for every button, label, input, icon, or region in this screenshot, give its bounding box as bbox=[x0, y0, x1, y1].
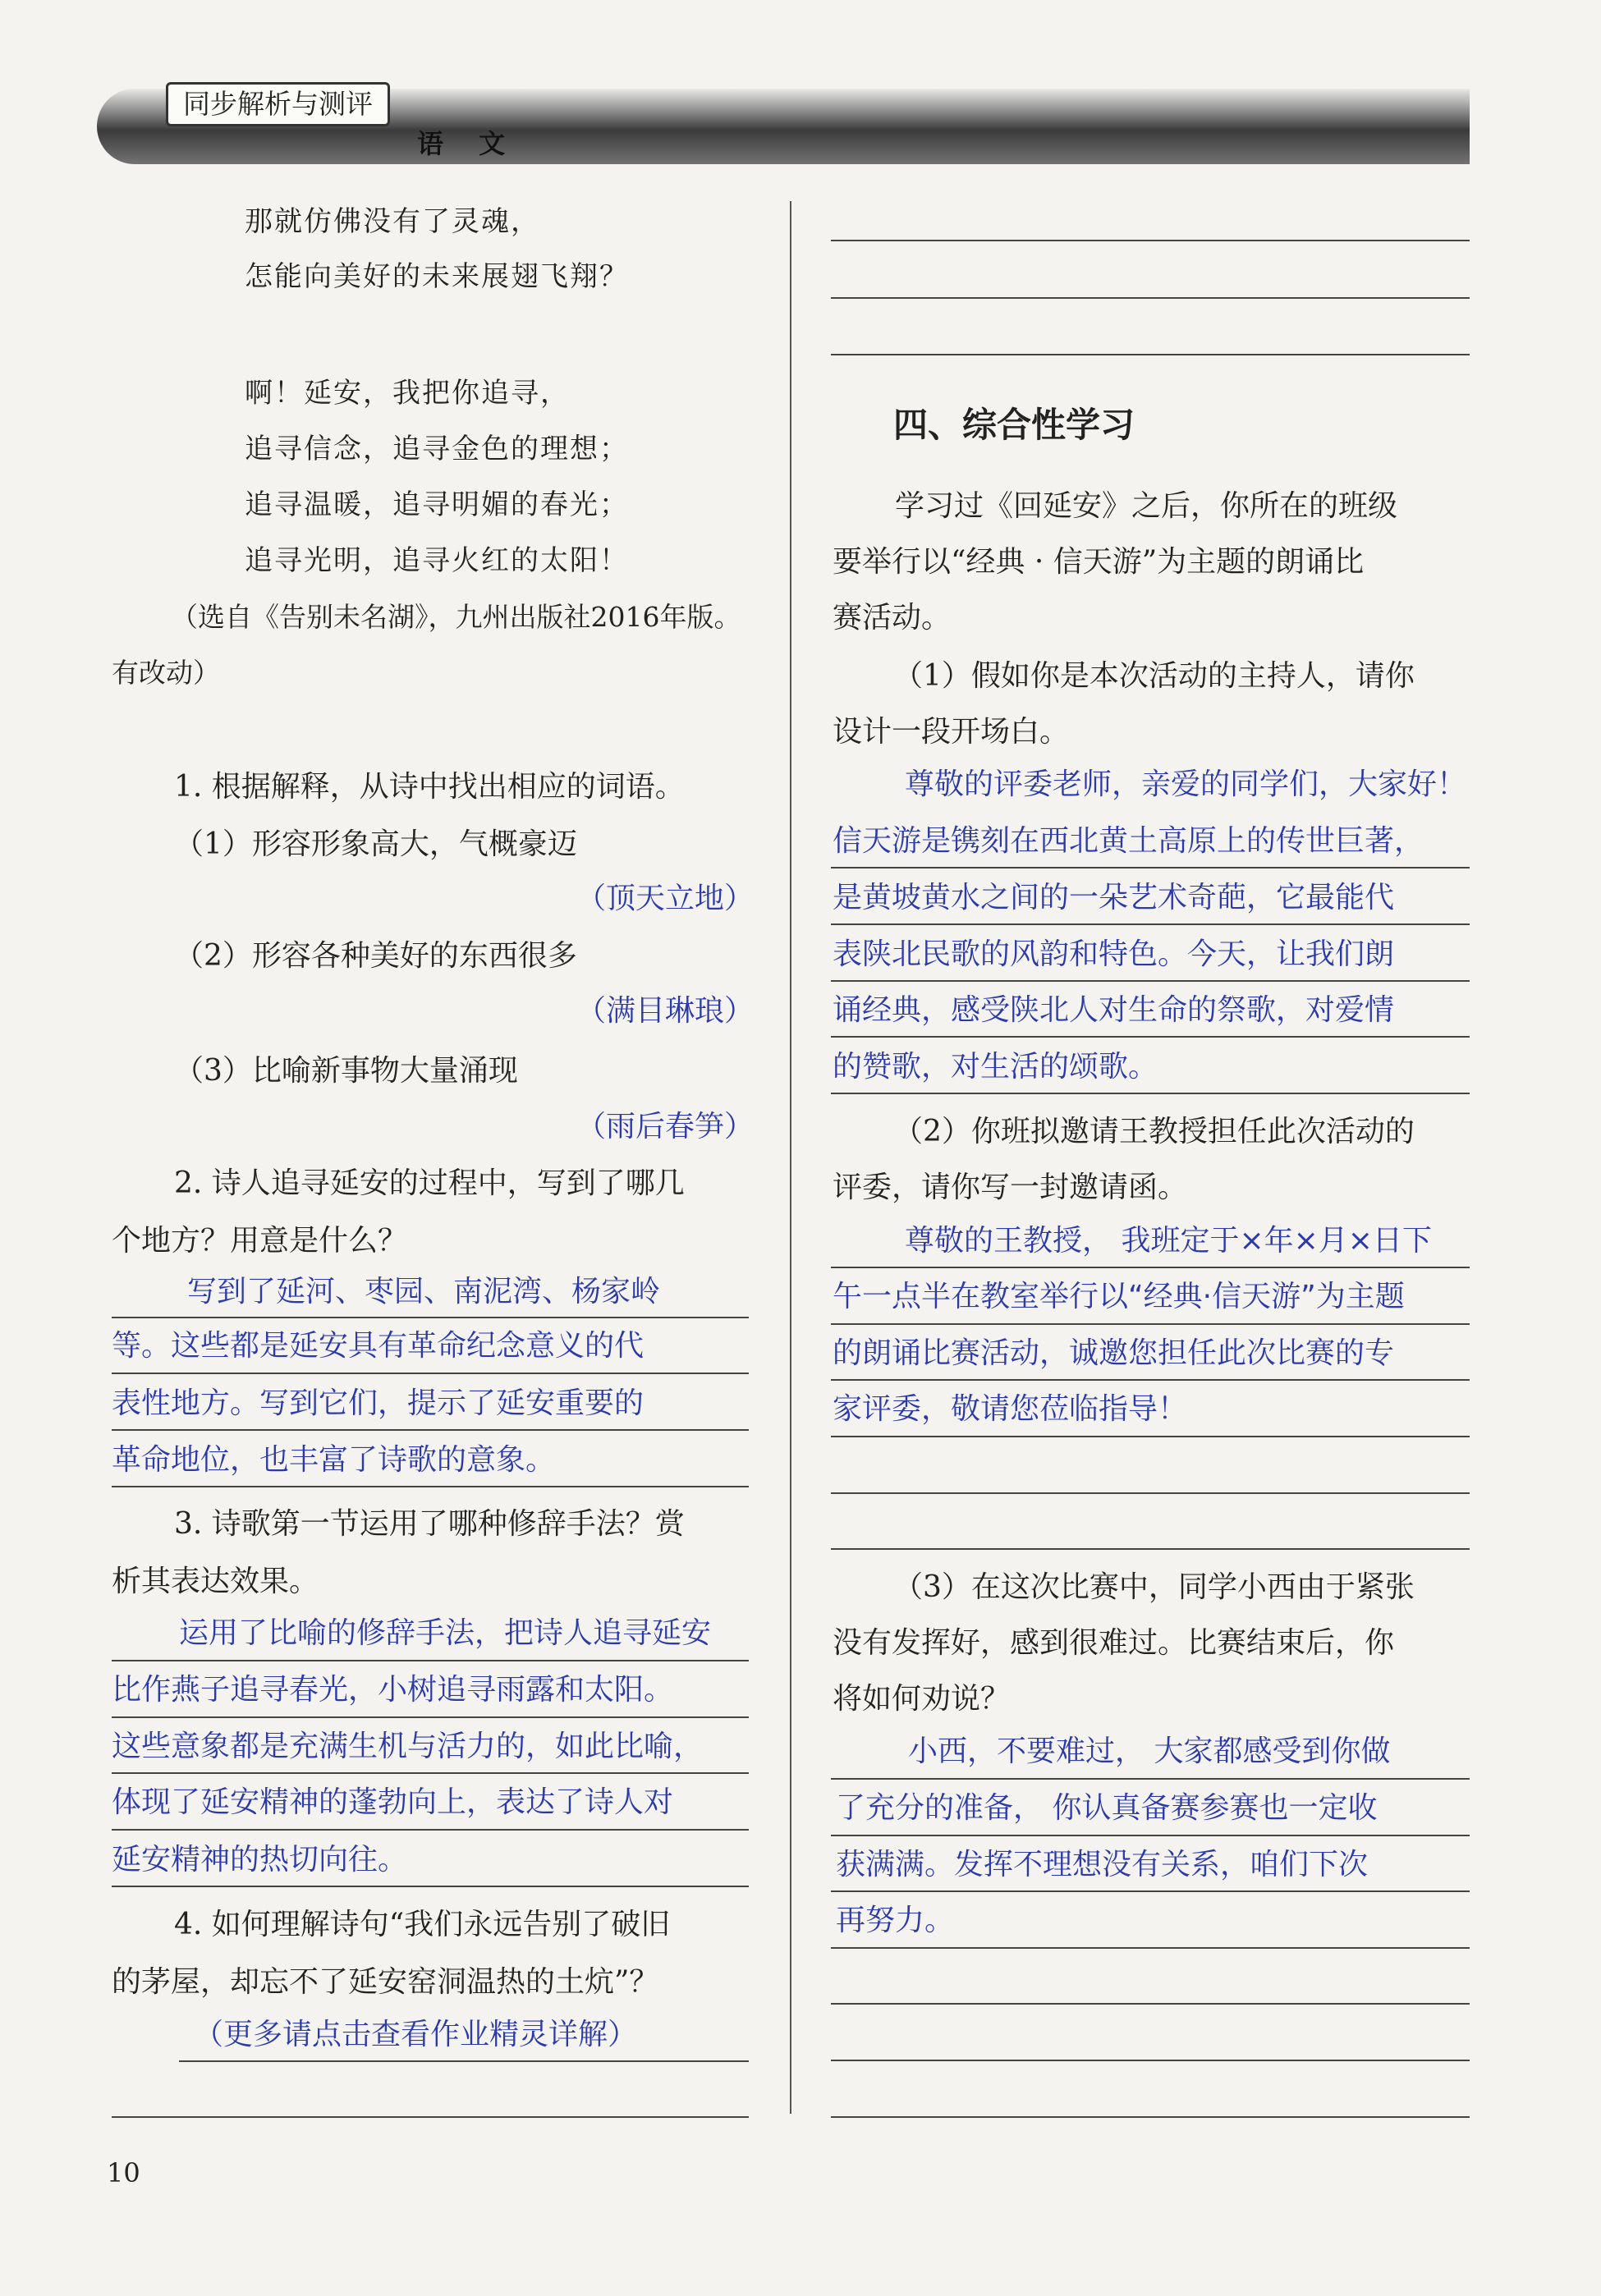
q1-item-answer: （雨后春笋） bbox=[576, 1110, 755, 1143]
section-title: 四、综合性学习 bbox=[893, 405, 1135, 445]
answer-line bbox=[112, 1429, 749, 1431]
q1-item-prompt: （3）比喻新事物大量涌现 bbox=[174, 1054, 518, 1088]
q2-answer: 等。这些都是延安具有革命纪念意义的代 bbox=[112, 1329, 645, 1363]
p2-answer: 午一点半在教室举行以“经典·信天游”为主题 bbox=[833, 1280, 1405, 1313]
subject-label: 语 文 bbox=[417, 128, 519, 159]
p1-answer: 的赞歌，对生活的颂歌。 bbox=[833, 1050, 1158, 1084]
p1-answer: 尊敬的评委老师，亲爱的同学们，大家好！ bbox=[905, 768, 1467, 801]
q3-answer: 比作燕子追寻春光，小树追寻雨露和太阳。 bbox=[112, 1673, 674, 1707]
p1-stem: 设计一段开场白。 bbox=[833, 715, 1070, 749]
q1-item-answer: （满目琳琅） bbox=[576, 994, 755, 1028]
p3-answer: 再努力。 bbox=[836, 1904, 955, 1937]
q3-answer: 延安精神的热切向往。 bbox=[112, 1843, 408, 1877]
q1-item-prompt: （2）形容各种美好的东西很多 bbox=[174, 939, 577, 973]
intro-text: 要举行以“经典 · 信天游”为主题的朗诵比 bbox=[833, 545, 1365, 579]
answer-line bbox=[831, 1267, 1470, 1268]
answer-line bbox=[112, 1772, 749, 1774]
p2-stem: （2）你班拟邀请王教授担任此次活动的 bbox=[893, 1115, 1415, 1148]
series-title: 同步解析与测评 bbox=[166, 82, 390, 126]
poem-line: 追寻信念，追寻金色的理想； bbox=[245, 433, 629, 465]
q4-stem: 的茅屋，却忘不了延安窑洞温热的土炕”？ bbox=[112, 1965, 659, 1999]
answer-line bbox=[831, 1093, 1470, 1094]
poem-line: 怎能向美好的未来展翅飞翔？ bbox=[245, 260, 629, 293]
intro-text: 学习过《回延安》之后，你所在的班级 bbox=[895, 489, 1398, 523]
q3-stem: 析其表达效果。 bbox=[112, 1565, 319, 1598]
answer-line bbox=[831, 2116, 1470, 2118]
poem-line: 那就仿佛没有了灵魂， bbox=[245, 205, 540, 238]
answer-line bbox=[112, 1373, 749, 1374]
answer-line bbox=[831, 1436, 1470, 1437]
answer-line bbox=[831, 980, 1470, 982]
answer-line bbox=[831, 1036, 1470, 1038]
answer-line bbox=[831, 1323, 1470, 1325]
q4-stem: 4. 如何理解诗句“我们永远告别了破旧 bbox=[174, 1908, 671, 1941]
answer-line bbox=[179, 2060, 749, 2062]
q3-stem: 3. 诗歌第一节运用了哪种修辞手法？赏 bbox=[174, 1507, 685, 1541]
q2-answer: 写到了延河、枣园、南泥湾、杨家岭 bbox=[187, 1275, 661, 1308]
poem-line: 追寻光明，追寻火红的太阳！ bbox=[245, 544, 629, 577]
answer-line bbox=[831, 2003, 1470, 2005]
p3-stem: （3）在这次比赛中，同学小西由于紧张 bbox=[893, 1570, 1415, 1604]
q3-answer: 体现了延安精神的蓬勃向上，表达了诗人对 bbox=[112, 1785, 674, 1819]
p1-stem: （1）假如你是本次活动的主持人，请你 bbox=[893, 659, 1415, 693]
poem-line: 追寻温暖，追寻明媚的春光； bbox=[245, 488, 629, 521]
answer-line bbox=[831, 2060, 1470, 2061]
answer-line bbox=[112, 1886, 749, 1887]
p3-answer: 了充分的准备， 你认真备赛参赛也一定收 bbox=[836, 1791, 1378, 1825]
answer-line bbox=[831, 240, 1470, 241]
answer-line bbox=[112, 1716, 749, 1718]
answer-line bbox=[831, 867, 1470, 868]
answer-line bbox=[831, 923, 1470, 925]
answer-line bbox=[831, 1835, 1470, 1836]
p1-answer: 诵经典，感受陕北人对生命的祭歌，对爱情 bbox=[833, 993, 1395, 1027]
q2-stem: 2. 诗人追寻延安的过程中，写到了哪几 bbox=[174, 1166, 685, 1200]
p3-stem: 将如何劝说？ bbox=[833, 1682, 1011, 1716]
p1-answer: 信天游是镌刻在西北黄土高原上的传世巨著， bbox=[833, 824, 1424, 858]
p3-stem: 没有发挥好，感到很难过。比赛结束后，你 bbox=[833, 1626, 1395, 1660]
answer-line bbox=[831, 354, 1470, 355]
answer-line bbox=[831, 1548, 1470, 1550]
p2-answer: 家评委，敬请您莅临指导！ bbox=[833, 1392, 1188, 1426]
p3-answer: 获满满。发挥不理想没有关系，咱们下次 bbox=[836, 1848, 1369, 1881]
p1-answer: 是黄坡黄水之间的一朵艺术奇葩，它最能代 bbox=[833, 881, 1395, 914]
intro-text: 赛活动。 bbox=[833, 601, 952, 635]
p2-stem: 评委，请你写一封邀请函。 bbox=[833, 1171, 1188, 1204]
q1-item-prompt: （1）形容形象高大，气概豪迈 bbox=[174, 827, 577, 861]
q3-answer: 这些意象都是充满生机与活力的，如此比喻， bbox=[112, 1730, 704, 1763]
q2-answer: 革命地位，也丰富了诗歌的意象。 bbox=[112, 1443, 556, 1477]
q2-answer: 表性地方。写到它们，提示了延安重要的 bbox=[112, 1386, 645, 1420]
answer-line bbox=[112, 1829, 749, 1831]
page-number: 10 bbox=[107, 2157, 140, 2188]
p2-answer: 尊敬的王教授， 我班定于×年×月×日下 bbox=[905, 1224, 1432, 1258]
answer-line bbox=[112, 1317, 749, 1318]
column-divider bbox=[790, 201, 791, 2114]
q3-answer: 运用了比喻的修辞手法，把诗人追寻延安 bbox=[179, 1616, 712, 1650]
answer-line bbox=[831, 1778, 1470, 1780]
p2-answer: 的朗诵比赛活动，诚邀您担任此次比赛的专 bbox=[833, 1336, 1395, 1370]
answer-line bbox=[831, 1379, 1470, 1381]
q4-answer-link[interactable]: （更多请点击查看作业精灵详解） bbox=[194, 2018, 638, 2051]
answer-line bbox=[112, 1660, 749, 1661]
p1-answer: 表陕北民歌的风韵和特色。今天，让我们朗 bbox=[833, 937, 1395, 971]
q1-item-answer: （顶天立地） bbox=[576, 882, 755, 915]
answer-line bbox=[831, 1890, 1470, 1892]
source-note: 有改动） bbox=[112, 657, 220, 689]
q2-stem: 个地方？用意是什么？ bbox=[112, 1224, 408, 1258]
poem-line: 啊！延安，我把你追寻， bbox=[245, 377, 570, 410]
q1-stem: 1. 根据解释，从诗中找出相应的词语。 bbox=[174, 770, 685, 804]
answer-line bbox=[112, 1486, 749, 1487]
p3-answer: 小西，不要难过， 大家都感受到你做 bbox=[908, 1735, 1391, 1768]
answer-line bbox=[831, 1492, 1470, 1494]
answer-line bbox=[831, 297, 1470, 299]
answer-line bbox=[831, 1947, 1470, 1949]
source-note: （选自《告别未名湖》，九州出版社2016年版。 bbox=[171, 601, 741, 633]
answer-line bbox=[112, 2116, 749, 2118]
